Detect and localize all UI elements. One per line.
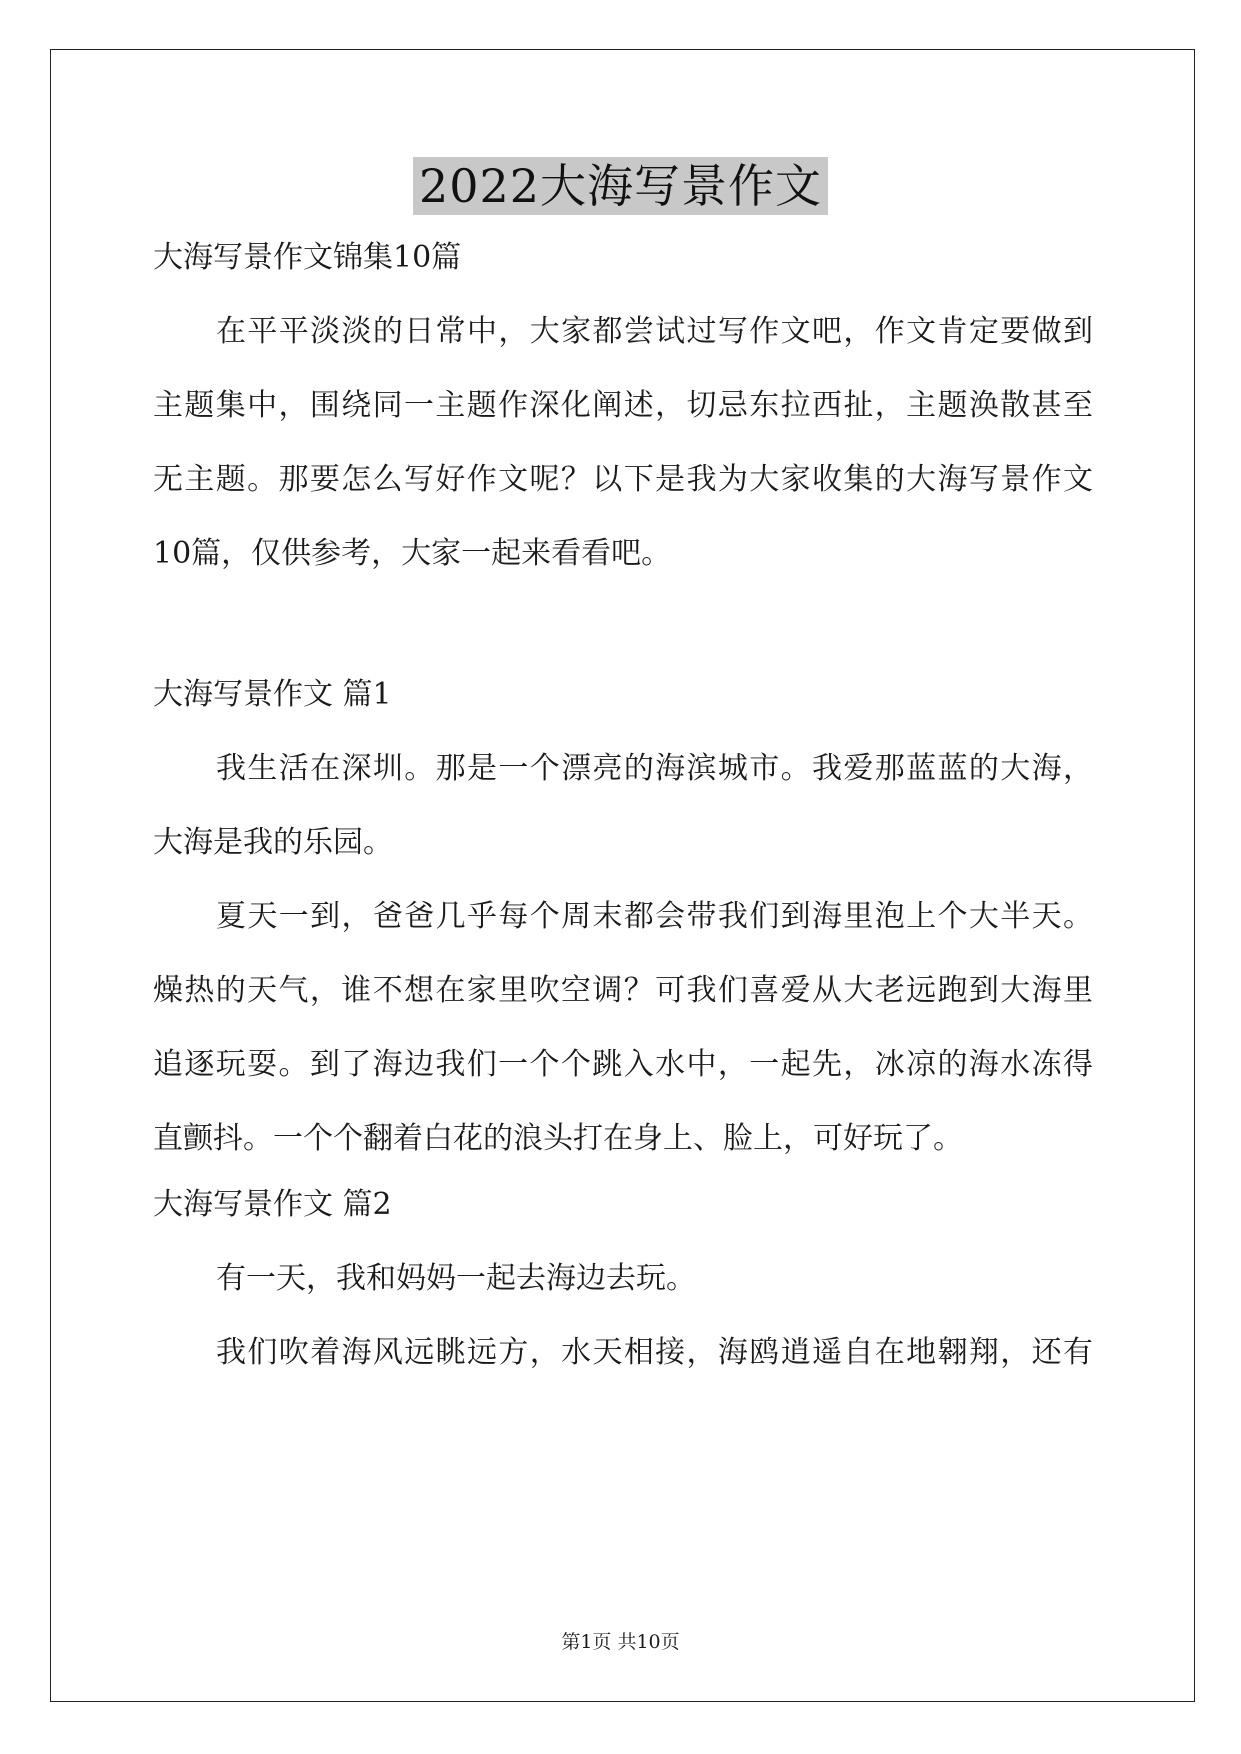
subtitle-line: 大海写景作文锦集10篇: [153, 240, 462, 275]
page-border: [50, 49, 1195, 1702]
paragraph-line: 我们吹着海风远眺远方，水天相接，海鸥逍遥自在地翱翔，还有: [216, 1335, 1093, 1370]
paragraph-line: 燥热的天气，谁不想在家里吹空调？可我们喜爱从大老远跑到大海里: [153, 973, 1093, 1008]
paragraph-line: 有一天，我和妈妈一起去海边去玩。: [216, 1261, 696, 1296]
title-container: [0, 157, 1241, 215]
page-footer: 第1页 共10页: [561, 1631, 680, 1653]
paragraph-line: 在平平淡淡的日常中，大家都尝试过写作文吧，作文肯定要做到: [216, 314, 1093, 349]
paragraph-line: 主题集中，围绕同一主题作深化阐述，切忌东拉西扯，主题涣散甚至: [153, 388, 1093, 423]
paragraph-line: 大海是我的乐园。: [153, 825, 393, 860]
paragraph-line: 无主题。那要怎么写好作文呢？以下是我为大家收集的大海写景作文: [153, 462, 1093, 497]
paragraph-line: 我生活在深圳。那是一个漂亮的海滨城市。我爱那蓝蓝的大海，: [216, 751, 1093, 786]
paragraph-line: 追逐玩耍。到了海边我们一个个跳入水中，一起先，冰凉的海水冻得: [153, 1047, 1093, 1082]
paragraph-line: 10篇，仅供参考，大家一起来看看吧。: [153, 536, 672, 571]
paragraph-line: 直颤抖。一个个翻着白花的浪头打在身上、脸上，可好玩了。: [153, 1121, 963, 1156]
section-heading: 大海写景作文 篇2: [153, 1187, 392, 1222]
paragraph-line: 夏天一到，爸爸几乎每个周末都会带我们到海里泡上个大半天。: [216, 899, 1093, 934]
section-heading: 大海写景作文 篇1: [153, 677, 392, 712]
document-title: 2022大海写景作文: [413, 157, 828, 215]
